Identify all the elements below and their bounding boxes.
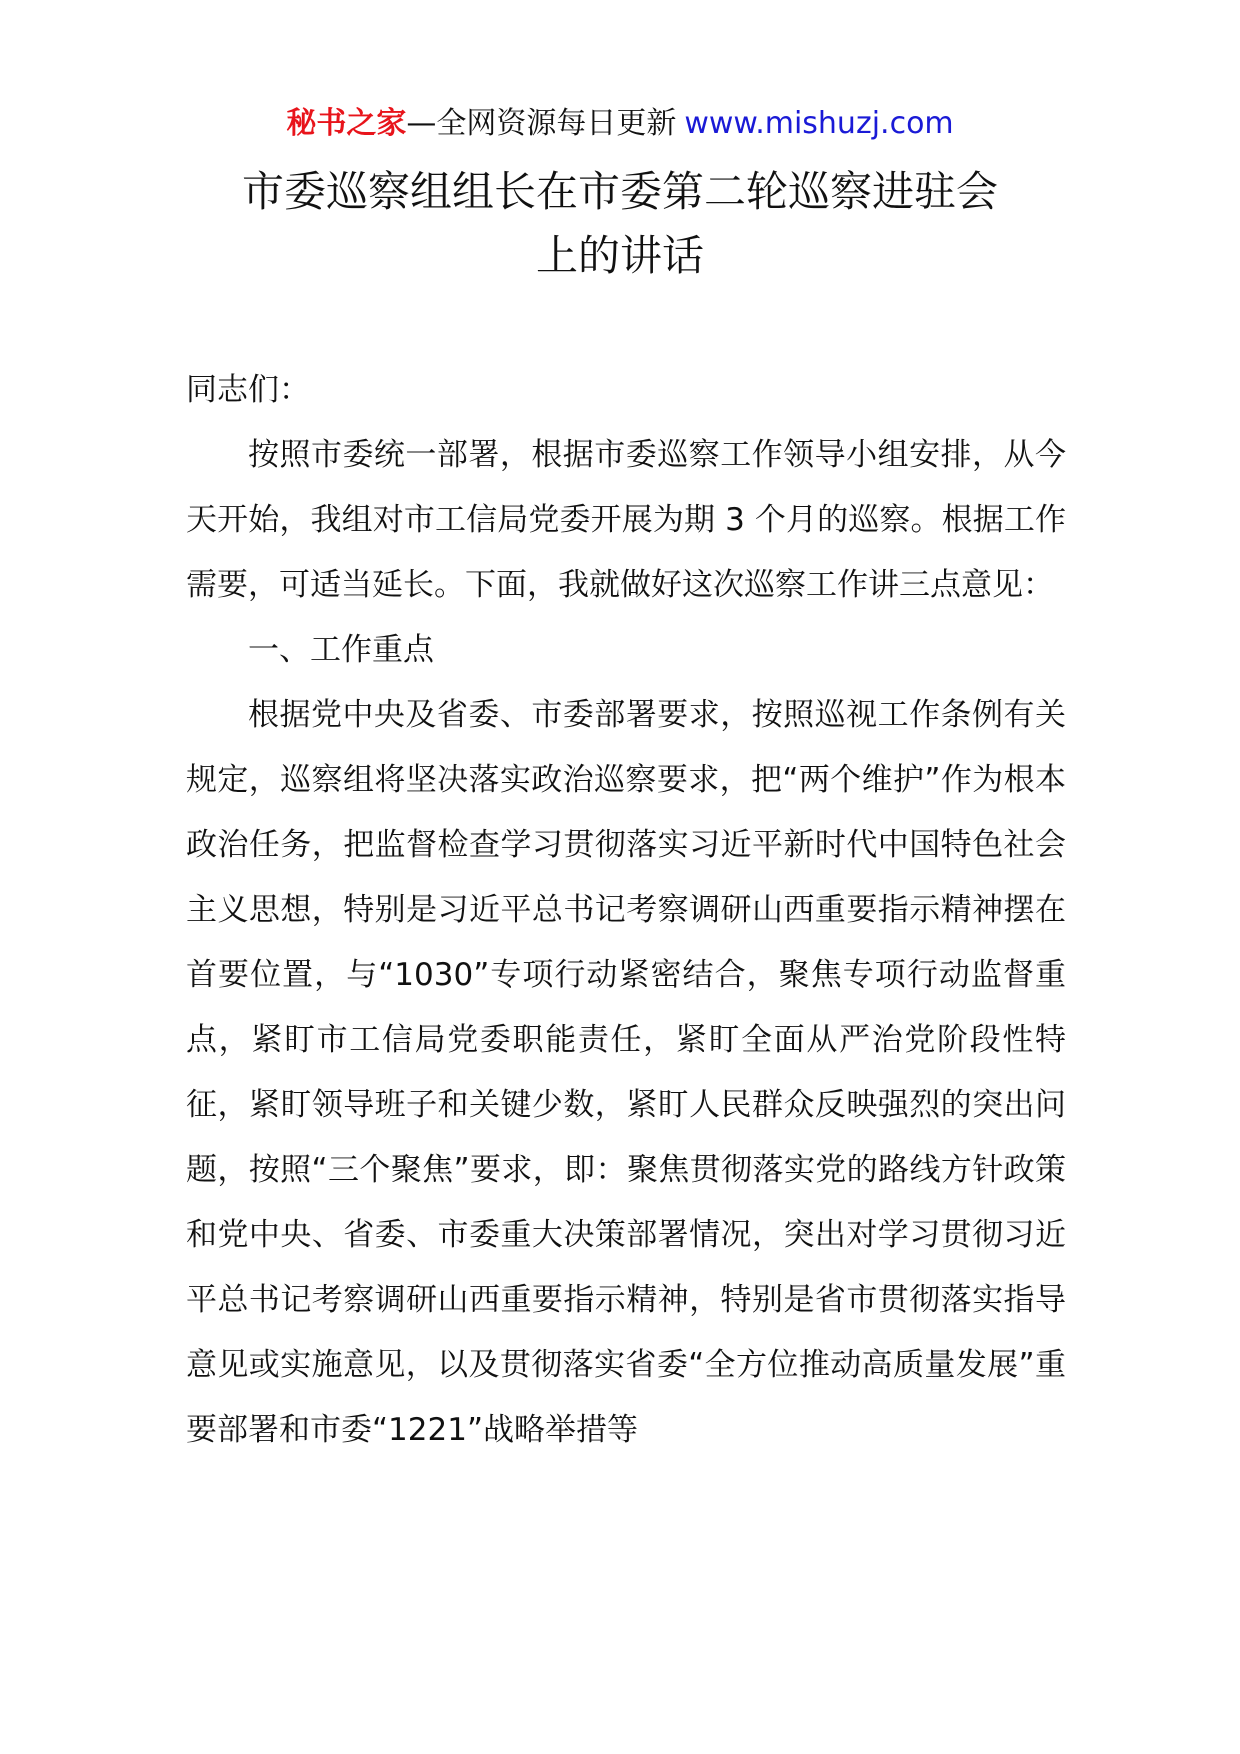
site-url-link[interactable]: www.mishuzj.com bbox=[684, 106, 954, 141]
paragraph-work-focus: 根据党中央及省委、市委部署要求，按照巡视工作条例有关规定，巡察组将坚决落实政治巡察要求，把“两个维护”作为根本政治任务，把监督检查学习贯彻落实习近平新时代中国特色社会主义思想，特别是习近平总书记考察调研山西重要指示精神摆在首要位置，与“1030”专项行动紧密结合，聚焦专项行动监督重点，紧盯市工信局党委职能责任，紧盯全面从严治党阶段性特征，紧盯领导班子和关键少数，紧盯人民群众反映强烈的突出问题，按照“三个聚焦”要求，即：聚焦贯彻落实党的路线方针政策和党中央、省委、市委重大决策部署情况，突出对学习贯彻习近平总书记考察调研山西重要指示精神，特别是省市贯彻落实指导意见或实施意见，以及贯彻落实省委“全方位推动高质量发展”重要部署和市委“1221”战略举措等 bbox=[186, 697, 1066, 1448]
site-watermark-header bbox=[0, 102, 1240, 146]
section-heading-1: 一、工作重点 bbox=[248, 632, 434, 668]
document-title bbox=[140, 160, 1100, 288]
document-body bbox=[186, 358, 1066, 1463]
brand-name: 秘书之家 bbox=[286, 106, 407, 141]
paragraph-intro: 按照市委统一部署，根据市委巡察工作领导小组安排，从今天开始，我组对市工信局党委开展为期 3 个月的巡察。根据工作需要，可适当延长。下面，我就做好这次巡察工作讲三点意见： bbox=[186, 437, 1066, 603]
brand-tagline: —全网资源每日更新 bbox=[406, 106, 677, 141]
salutation: 同志们： bbox=[186, 372, 310, 408]
title-line-1: 市委巡察组组长在市委第二轮巡察进驻会 bbox=[241, 167, 998, 216]
title-line-2: 上的讲话 bbox=[535, 231, 704, 280]
